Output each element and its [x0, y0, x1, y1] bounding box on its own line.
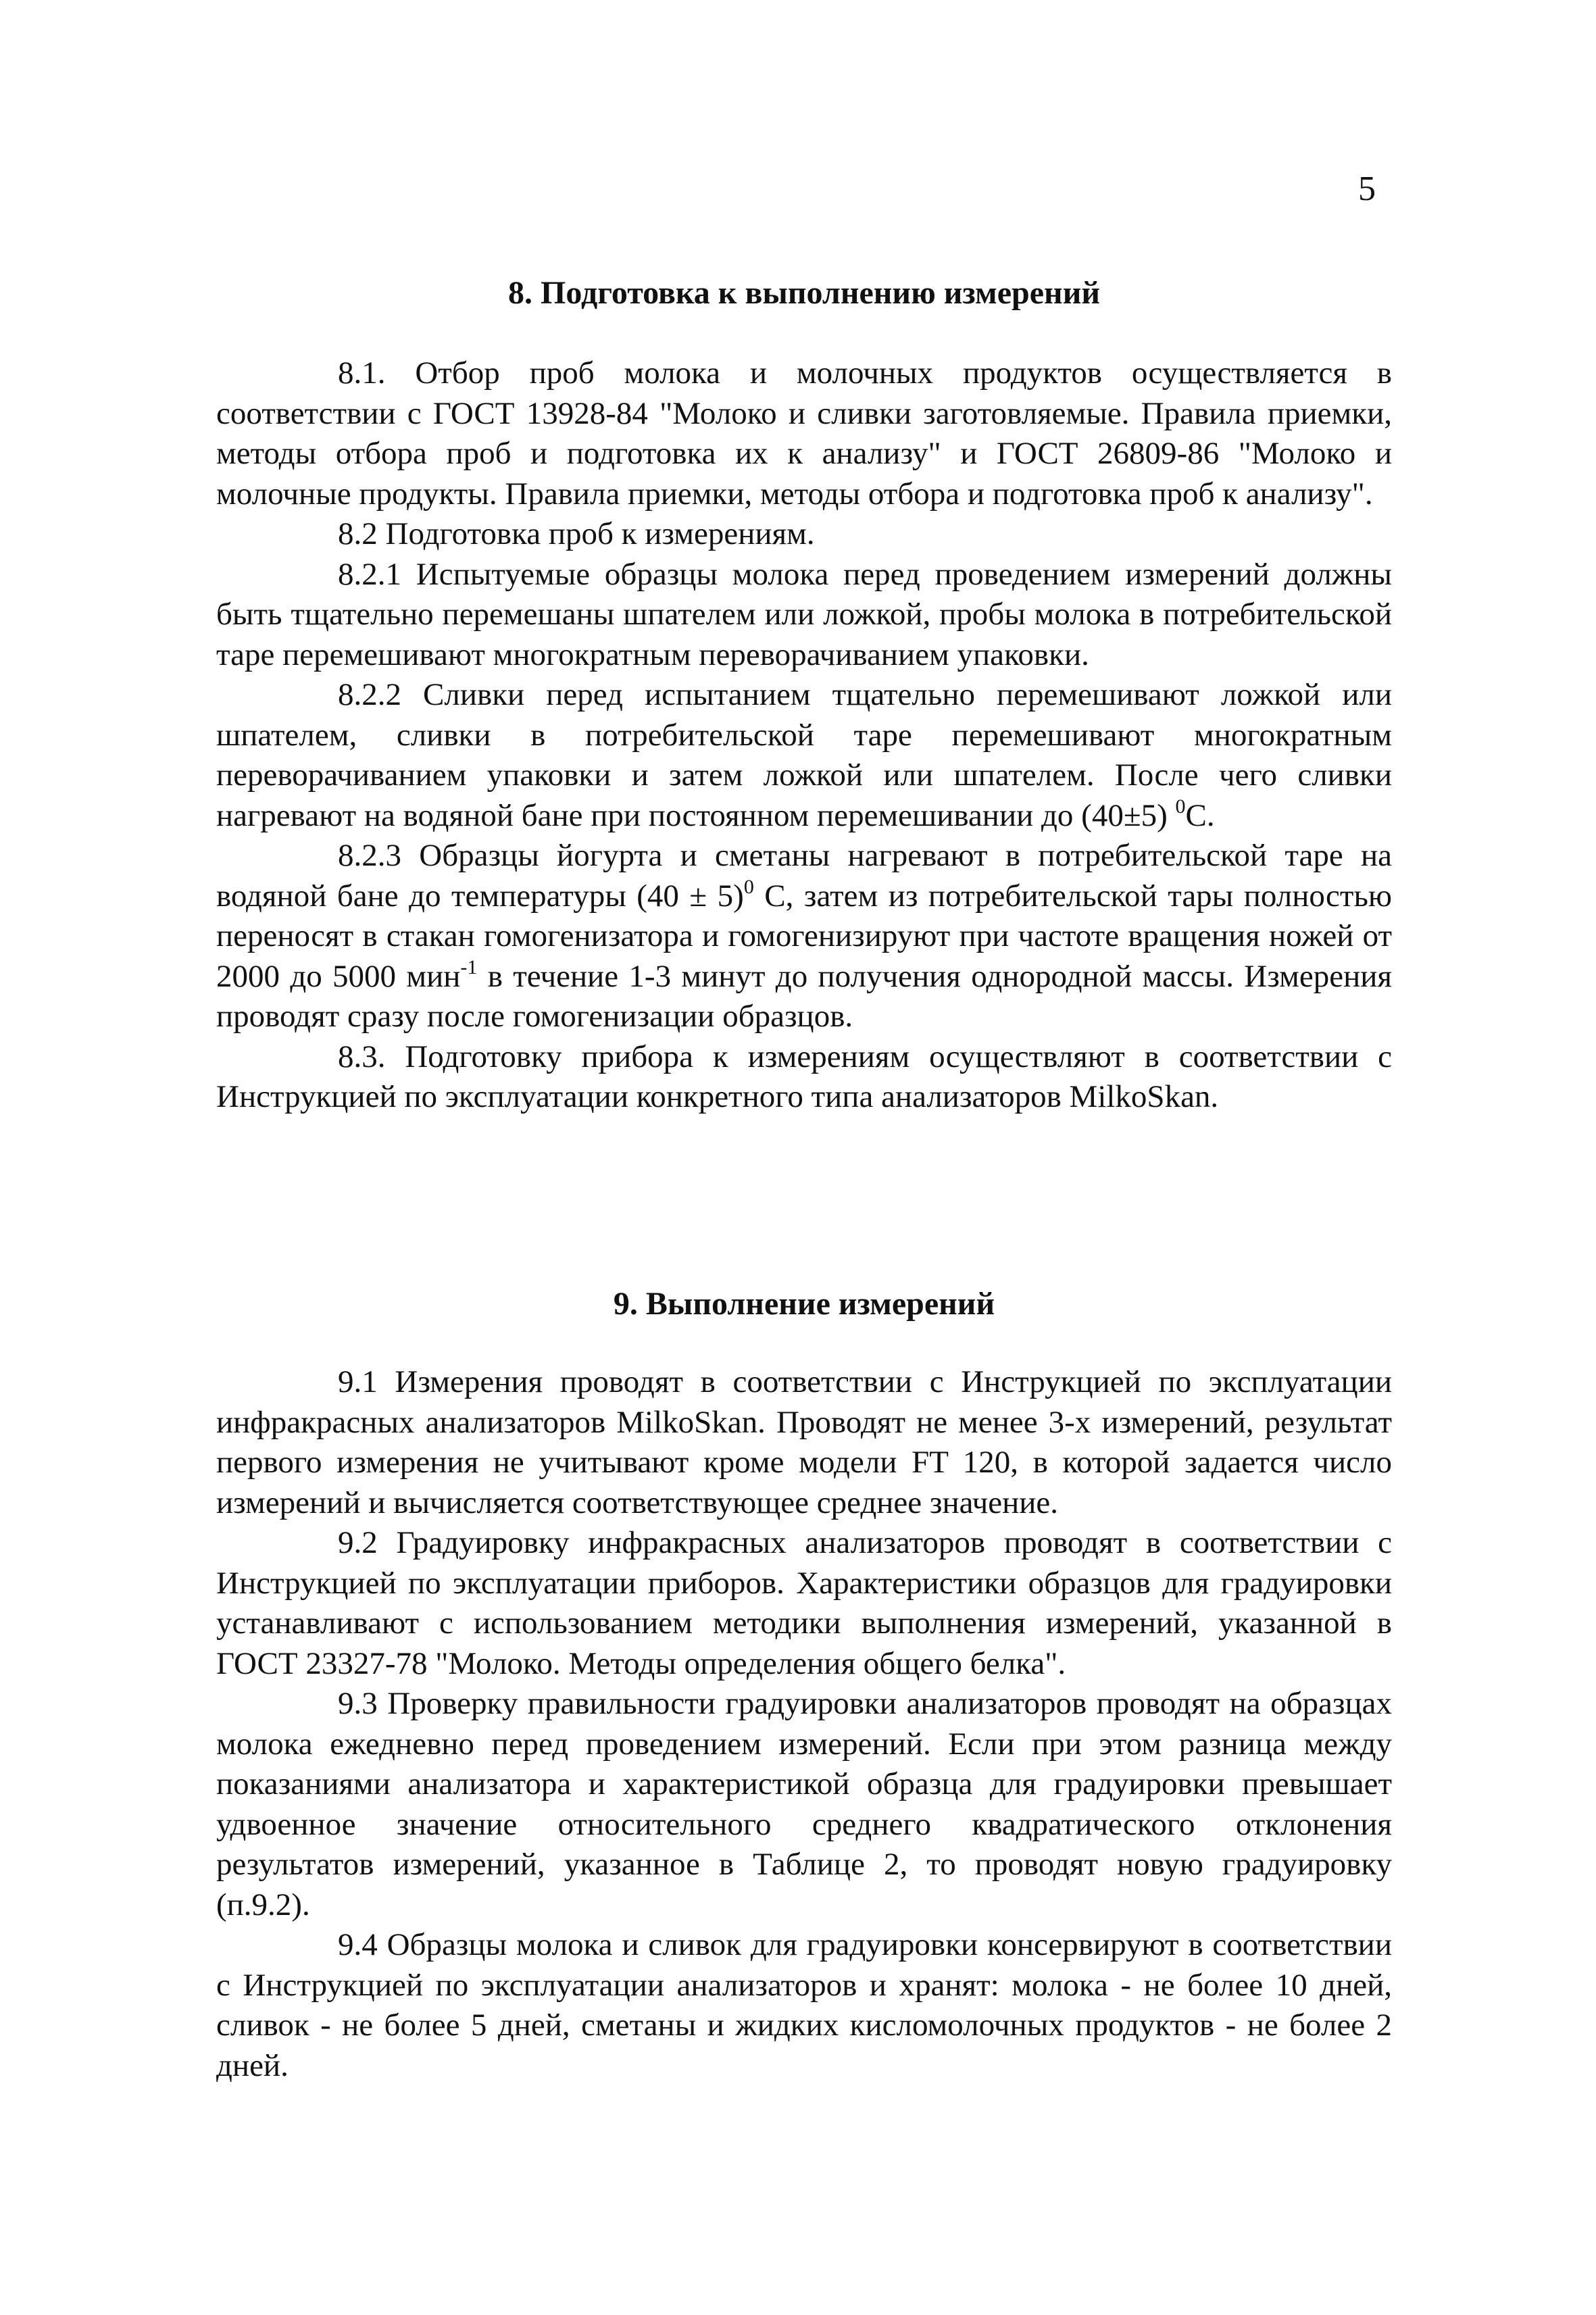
- page-number: 5: [1358, 170, 1376, 208]
- paragraph-8-3: 8.3. Подготовку прибора к измерениям осуществляют в соответствии с Инструкцией по эксплуатации конкретного типа анализаторов MilkoSkan.: [216, 1039, 1392, 1114]
- paragraph-9-1: 9.1 Измерения проводят в соответствии с Инструкцией по эксплуатации инфракрасных анализаторов MilkoSkan. Проводят не менее 3-х измерений, результат первого измерения не учитывают кроме модели FT 120, в которой задается число измерений и вычисляется соответствующее среднее значение.: [216, 1364, 1392, 1520]
- paragraph-9-2: 9.2 Градуировку инфракрасных анализаторов проводят в соответствии с Инструкцией по эксплуатации приборов. Характеристики образцов для градуировки устанавливают с использованием методики выполнения измерений, указанной в ГОСТ 23327-78 "Молоко. Методы определения общего белка".: [216, 1525, 1392, 1681]
- paragraph-8-2-1: 8.2.1 Испытуемые образцы молока перед проведением измерений должны быть тщательно перемешаны шпателем или ложкой, пробы молока в потребительской таре перемешивают многократным переворачиванием упаковки.: [216, 556, 1392, 672]
- paragraph-8-2-3: [216, 836, 1392, 1037]
- section-9-body: [216, 1362, 1392, 2086]
- paragraph-8-2-2-tail: С.: [1185, 797, 1215, 833]
- paragraph-8-2-3-part-b: С, затем из потребительской тары полностью переносят в стакан гомогенизатора и гомогенизируют при частоте вращения ножей от 2000 до 5000 мин: [216, 878, 1392, 994]
- paragraph-9-4: 9.4 Образцы молока и сливок для градуировки консервируют в соответствии с Инструкцией по эксплуатации анализаторов и хранят: молока - не более 10 дней, сливок - не более 5 дней, сметаны и жидких кисломолочных продуктов - не более 2 дней.: [216, 1927, 1392, 2083]
- paragraph-8-2-3-part-a: 8.2.3 Образцы йогурта и сметаны нагревают в потребительской таре на водяной бане до температуры (40 ± 5): [216, 838, 1392, 914]
- paragraph-8-2-2: [216, 675, 1392, 836]
- section-8-body: [216, 353, 1392, 1118]
- paragraph-9-3: 9.3 Проверку правильности градуировки анализаторов проводят на образцах молока ежедневно перед проведением измерений. Если при этом разница между показаниями анализатора и характеристикой образца для градуировки превышает удвоенное значение относительного среднего квадратического отклонения результатов измерений, указанное в Таблице 2, то проводят новую градуировку (п.9.2).: [216, 1686, 1392, 1922]
- paragraph-8-2-3-part-c: в течение 1-3 минут до получения однородной массы. Измерения проводят сразу после гомогенизации образцов.: [216, 958, 1392, 1034]
- section-9-heading: 9. Выполнение измерений: [613, 1286, 995, 1322]
- paragraph-8-2-2-text: 8.2.2 Сливки перед испытанием тщательно перемешивают ложкой или шпателем, сливки в потребительской таре перемешивают многократным переворачиванием упаковки и затем ложкой или шпателем. После чего сливки нагревают на водяной бане при постоянном перемешивании до (40±5): [216, 677, 1392, 833]
- section-8-heading: 8. Подготовка к выполнению измерений: [508, 275, 1100, 311]
- paragraph-8-2: 8.2 Подготовка проб к измерениям.: [338, 516, 815, 551]
- degree-superscript: 0: [1175, 795, 1186, 818]
- degree-superscript: 0: [743, 875, 754, 898]
- exponent-superscript: -1: [460, 955, 478, 978]
- paragraph-8-1: 8.1. Отбор проб молока и молочных продуктов осуществляется в соответствии с ГОСТ 13928-84 "Молоко и сливки заготовляемые. Правила приемки, методы отбора проб и подготовка их к анализу" и ГОСТ 26809-86 "Молоко и молочные продукты. Правила приемки, методы отбора и подготовка проб к анализу".: [216, 355, 1392, 512]
